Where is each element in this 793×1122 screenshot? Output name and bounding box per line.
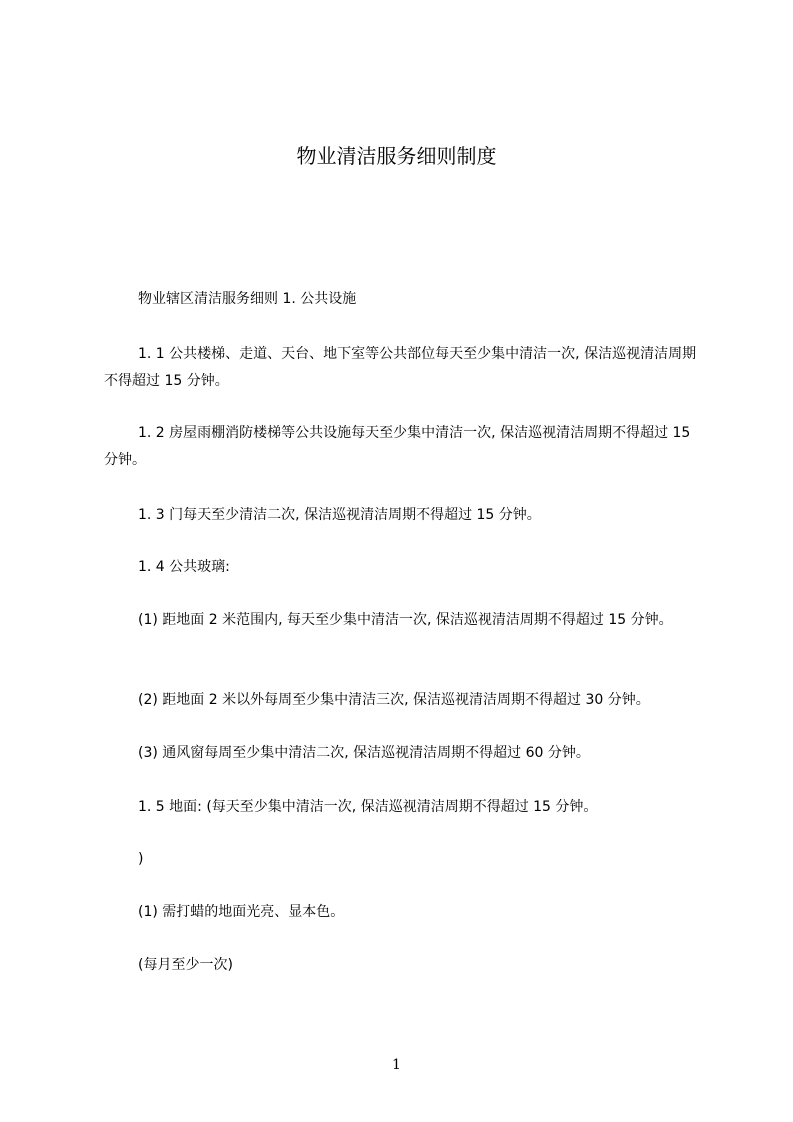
paragraph-1-1: 1. 1 公共楼梯、走道、天台、地下室等公共部位每天至少集中清洁一次, 保洁巡视清洁周期不得超过 15 分钟。 xyxy=(104,346,697,389)
document-title: 物业清洁服务细则制度 xyxy=(296,144,497,168)
paragraph-monthly-note: (每月至少一次) xyxy=(138,957,233,973)
paragraph-heading-public-facilities: 物业辖区清洁服务细则 1. 公共设施 xyxy=(138,291,357,307)
paragraph-1-4-item-1: (1) 距地面 2 米范围内, 每天至少集中清洁一次, 保洁巡视清洁周期不得超过 15 分钟。 xyxy=(138,612,673,628)
paragraph-1-5-item-1: (1) 需打蜡的地面光亮、显本色。 xyxy=(138,904,345,920)
paragraph-1-4: 1. 4 公共玻璃: xyxy=(138,559,230,575)
paragraph-1-3: 1. 3 门每天至少清洁二次, 保洁巡视清洁周期不得超过 15 分钟。 xyxy=(138,507,541,523)
paragraph-1-4-item-3: (3) 通风窗每周至少集中清洁二次, 保洁巡视清洁周期不得超过 60 分钟。 xyxy=(138,745,590,761)
paragraph-1-4-item-2: (2) 距地面 2 米以外每周至少集中清洁三次, 保洁巡视清洁周期不得超过 30 分钟。 xyxy=(138,692,650,708)
paragraph-1-5: 1. 5 地面: (每天至少集中清洁一次, 保洁巡视清洁周期不得超过 15 分钟。 xyxy=(138,799,598,815)
page-number: 1 xyxy=(392,1057,401,1073)
paragraph-1-2: 1. 2 房屋雨棚消防楼梯等公共设施每天至少集中清洁一次, 保洁巡视清洁周期不得超过 15 分钟。 xyxy=(104,425,691,468)
paragraph-closing-paren: ) xyxy=(138,851,144,867)
